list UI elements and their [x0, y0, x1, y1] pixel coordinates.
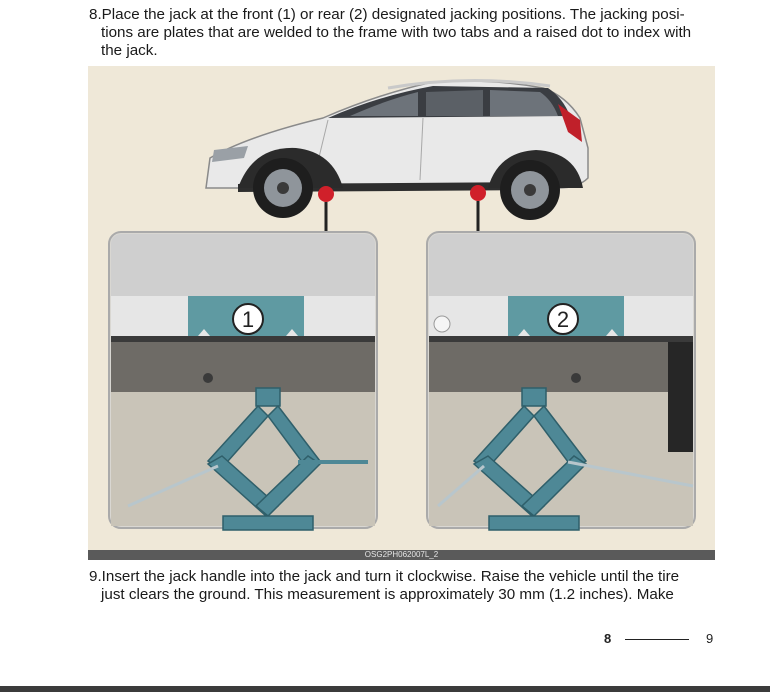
figure-caption: OSG2PH062007L_2 [364, 550, 439, 559]
step-8-text [89, 6, 729, 60]
jacking-positions-figure [88, 66, 715, 560]
jacking-illustration [88, 66, 715, 550]
front-jack-point-marker [318, 186, 334, 202]
callout-2 [548, 304, 578, 334]
page-navigation [600, 631, 720, 649]
callout-1-label: 1 [241, 307, 255, 332]
step-9-line-2: just clears the ground. This measurement is approximately 30 mm (1.2 inches). Make [101, 586, 674, 603]
step-8-line-3: the jack. [101, 42, 158, 59]
callout-1 [233, 304, 263, 334]
callout-2-label: 2 [556, 307, 570, 332]
bottom-toolbar-edge [0, 686, 770, 692]
current-page-number[interactable]: 8 [604, 631, 612, 646]
step-9-line-1: 9.Insert the jack handle into the jack and turn it clockwise. Raise the vehicle until the tire [89, 568, 680, 585]
rear-jack-point-marker [470, 185, 486, 201]
front-jack-detail-panel [109, 232, 377, 530]
rear-jack-detail-panel [427, 232, 695, 530]
car-illustration [206, 80, 588, 232]
step-8-line-1: 8.Place the jack at the front (1) or rear (2) designated jacking positions. The jacking posi- [89, 6, 685, 23]
next-page-number[interactable]: 9 [706, 631, 714, 646]
step-9-text [89, 568, 729, 604]
step-8-line-2: tions are plates that are welded to the frame with two tabs and a raised dot to index with [101, 24, 692, 41]
page-separator-line [625, 639, 689, 640]
